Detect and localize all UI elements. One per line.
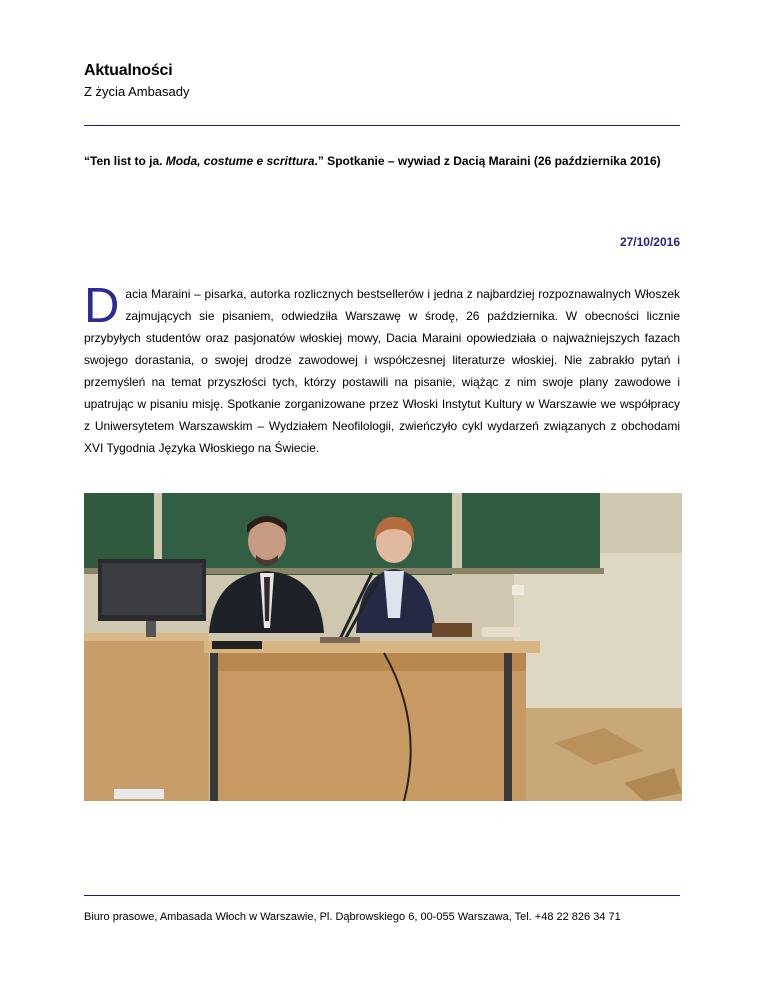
article-body-text: acia Maraini – pisarka, autorka rozlicznych bestsellerów i jedna z najbardziej rozpoznawalnych Włoszek zajmujących sie pisaniem, odwiedziła Warszawę w środę, 26 października. W obecności licznie przybyłych studentów oraz pasjonatów włoskiej mowy, Dacia Maraini opowiedziała o najważniejszych fazach swojego dorastania, o swojej drodze zawodowej i współczesnej literaturze włoskiej. Nie zabrakło pytań i przemyśleń na temat przyszłości tych, którzy postawili na pisanie, wiążąc z nim swoje plany zawodowe i upatrując w pisaniu misję. Spotkanie zorganizowane przez Włoski Instytut Kultury w Warszawie we współpracy z Uniwersytetem Warszawskim – Wydziałem Neofilologii, zwieńczyło cykl wydarzeń związanych z obchodami XVI Tygodnia Języka Włoskiego na Świecie. bbox=[84, 287, 680, 455]
dropcap-letter: D bbox=[84, 279, 120, 333]
event-photo bbox=[84, 493, 682, 801]
page-subtitle: Z życia Ambasady bbox=[84, 84, 190, 99]
page-title: Aktualności bbox=[84, 62, 173, 79]
article-title-part1: “Ten list to ja. bbox=[84, 154, 166, 168]
top-divider bbox=[84, 125, 680, 126]
article-title-part2: .” Spotkanie – wywiad z Dacią Maraini (26 października 2016) bbox=[314, 154, 661, 168]
bottom-divider bbox=[84, 895, 680, 896]
article-date: 27/10/2016 bbox=[619, 235, 680, 249]
article-title bbox=[84, 152, 680, 170]
article-title-italic: Moda, costume e scrittura bbox=[165, 154, 315, 168]
event-photo-illustration bbox=[84, 493, 682, 801]
article-body bbox=[84, 279, 680, 459]
footer-contact: Biuro prasowe, Ambasada Włoch w Warszawie, Pl. Dąbrowskiego 6, 00-055 Warszawa, Tel. +48 22 826 34 71 bbox=[84, 911, 621, 923]
